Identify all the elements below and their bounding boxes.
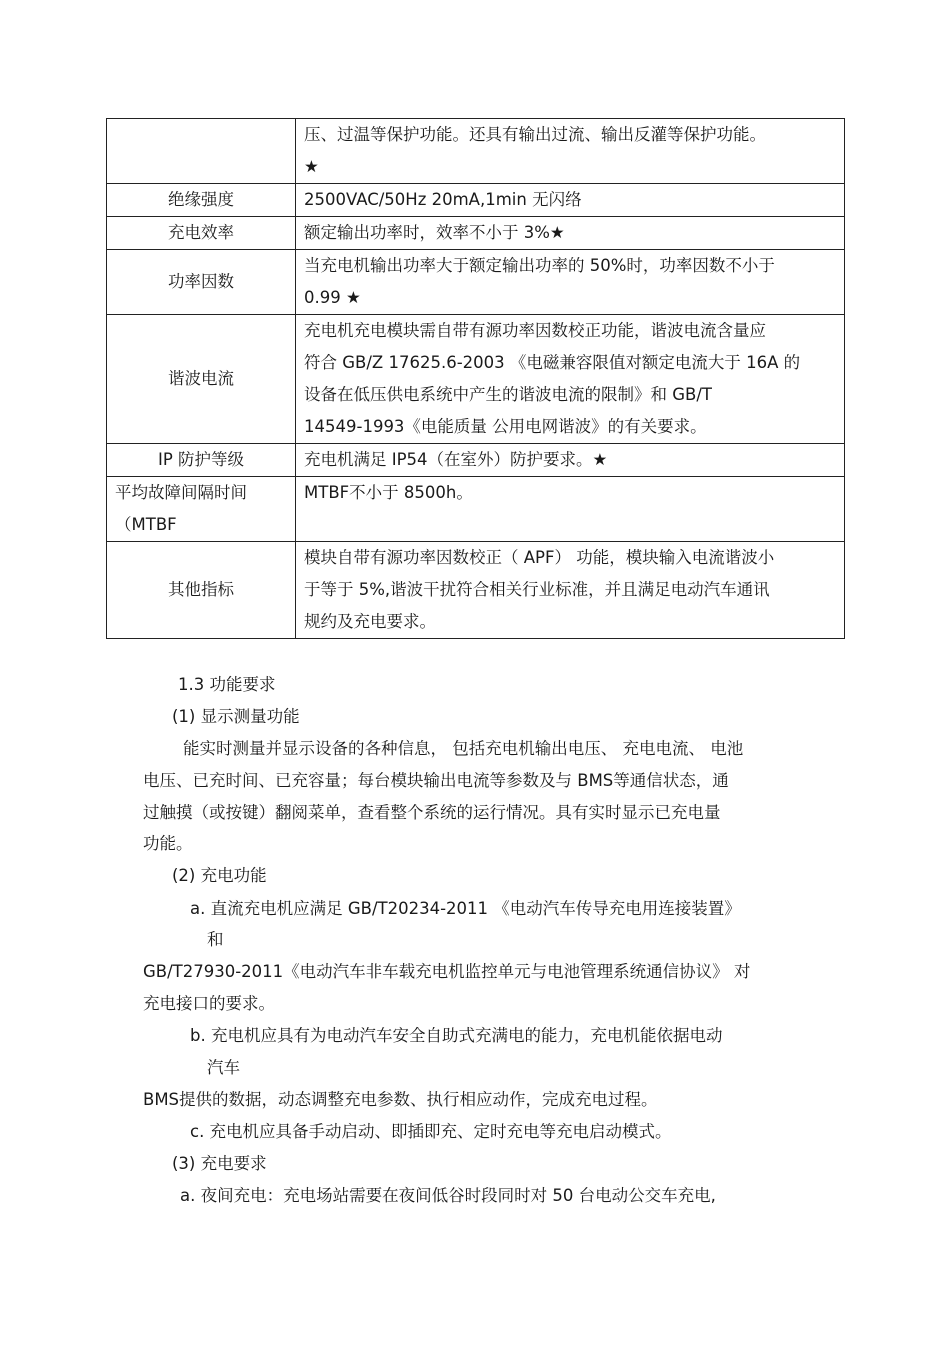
- paragraph-line: BMS提供的数据，动态调整充电参数、执行相应动作，完成充电过程。: [143, 1090, 658, 1109]
- value-line: 符合 GB/Z 17625.6-2003 《电磁兼容限值对额定电流大于 16A 的: [304, 353, 801, 372]
- section-heading: 1.3 功能要求: [178, 675, 276, 694]
- value-line: 14549-1993《电能质量 公用电网谐波》的有关要求。: [304, 417, 707, 436]
- paragraph-line: GB/T27930-2011《电动汽车非车载充电机监控单元与电池管理系统通信协议》 对: [143, 962, 751, 981]
- row-label: [107, 477, 296, 542]
- label-line: （MTBF: [115, 515, 177, 534]
- row-label: [107, 119, 296, 184]
- item-title: (1) 显示测量功能: [172, 707, 300, 726]
- row-value: [296, 184, 845, 217]
- table-row: [107, 315, 845, 444]
- value-line: 2500VAC/50Hz 20mA,1min 无闪络: [304, 190, 582, 209]
- paragraph-line: 电压、已充时间、已充容量；每台模块输出电流等参数及与 BMS等通信状态，通: [143, 771, 729, 790]
- item-title: (2) 充电功能: [172, 866, 267, 885]
- value-line: 规约及充电要求。: [304, 612, 436, 631]
- paragraph-line: 汽车: [207, 1058, 240, 1077]
- paragraph-line: c. 充电机应具备手动启动、即插即充、定时充电等充电启动模式。: [190, 1122, 672, 1141]
- table-row: [107, 184, 845, 217]
- value-line: MTBF不小于 8500h。: [304, 483, 473, 502]
- value-line: 0.99 ★: [304, 288, 361, 307]
- table-row: [107, 477, 845, 542]
- paragraph-line: 充电接口的要求。: [143, 994, 275, 1013]
- table-row: [107, 444, 845, 477]
- value-line: 设备在低压供电系统中产生的谐波电流的限制》和 GB/T: [304, 385, 712, 404]
- table-row: [107, 119, 845, 184]
- row-value: [296, 542, 845, 639]
- row-label: 充电效率: [107, 217, 296, 250]
- item-title: (3) 充电要求: [172, 1154, 267, 1173]
- label-line: 平均故障间隔时间: [115, 483, 247, 502]
- value-line: 于等于 5%,谐波干扰符合相关行业标准，并且满足电动汽车通讯: [304, 580, 770, 599]
- table-row: [107, 217, 845, 250]
- row-label: 其他指标: [107, 542, 296, 639]
- row-value: [296, 315, 845, 444]
- value-line: 压、过温等保护功能。还具有输出过流、输出反灌等保护功能。: [304, 125, 766, 144]
- table-row: [107, 250, 845, 315]
- value-line: 模块自带有源功率因数校正（ APF） 功能，模块输入电流谐波小: [304, 548, 775, 567]
- row-label: 谐波电流: [107, 315, 296, 444]
- row-value: [296, 217, 845, 250]
- row-value: [296, 250, 845, 315]
- paragraph-line: a. 直流充电机应满足 GB/T20234-2011 《电动汽车传导充电用连接装置》: [190, 899, 741, 918]
- row-label: 绝缘强度: [107, 184, 296, 217]
- row-label: 功率因数: [107, 250, 296, 315]
- paragraph-line: 过触摸（或按键）翻阅菜单，查看整个系统的运行情况。具有实时显示已充电量: [143, 803, 721, 822]
- value-line: 额定输出功率时，效率不小于 3%★: [304, 223, 565, 242]
- value-line: 充电机满足 IP54（在室外）防护要求。★: [304, 450, 608, 469]
- row-value: [296, 119, 845, 184]
- table-row: [107, 542, 845, 639]
- paragraph-line: a. 夜间充电：充电场站需要在夜间低谷时段同时对 50 台电动公交车充电,: [180, 1186, 716, 1205]
- row-value: [296, 477, 845, 542]
- value-line: 充电机充电模块需自带有源功率因数校正功能，谐波电流含量应: [304, 321, 766, 340]
- paragraph-line: 和: [207, 930, 224, 949]
- row-value: [296, 444, 845, 477]
- spec-table: [106, 118, 845, 639]
- paragraph-line: 功能。: [143, 834, 193, 853]
- value-line: 当充电机输出功率大于额定输出功率的 50%时，功率因数不小于: [304, 256, 775, 275]
- paragraph-line: b. 充电机应具有为电动汽车安全自助式充满电的能力，充电机能依据电动: [190, 1026, 723, 1045]
- star-icon: ★: [304, 157, 319, 176]
- row-label: IP 防护等级: [107, 444, 296, 477]
- paragraph-line: 能实时测量并显示设备的各种信息， 包括充电机输出电压、 充电电流、 电池: [183, 739, 744, 758]
